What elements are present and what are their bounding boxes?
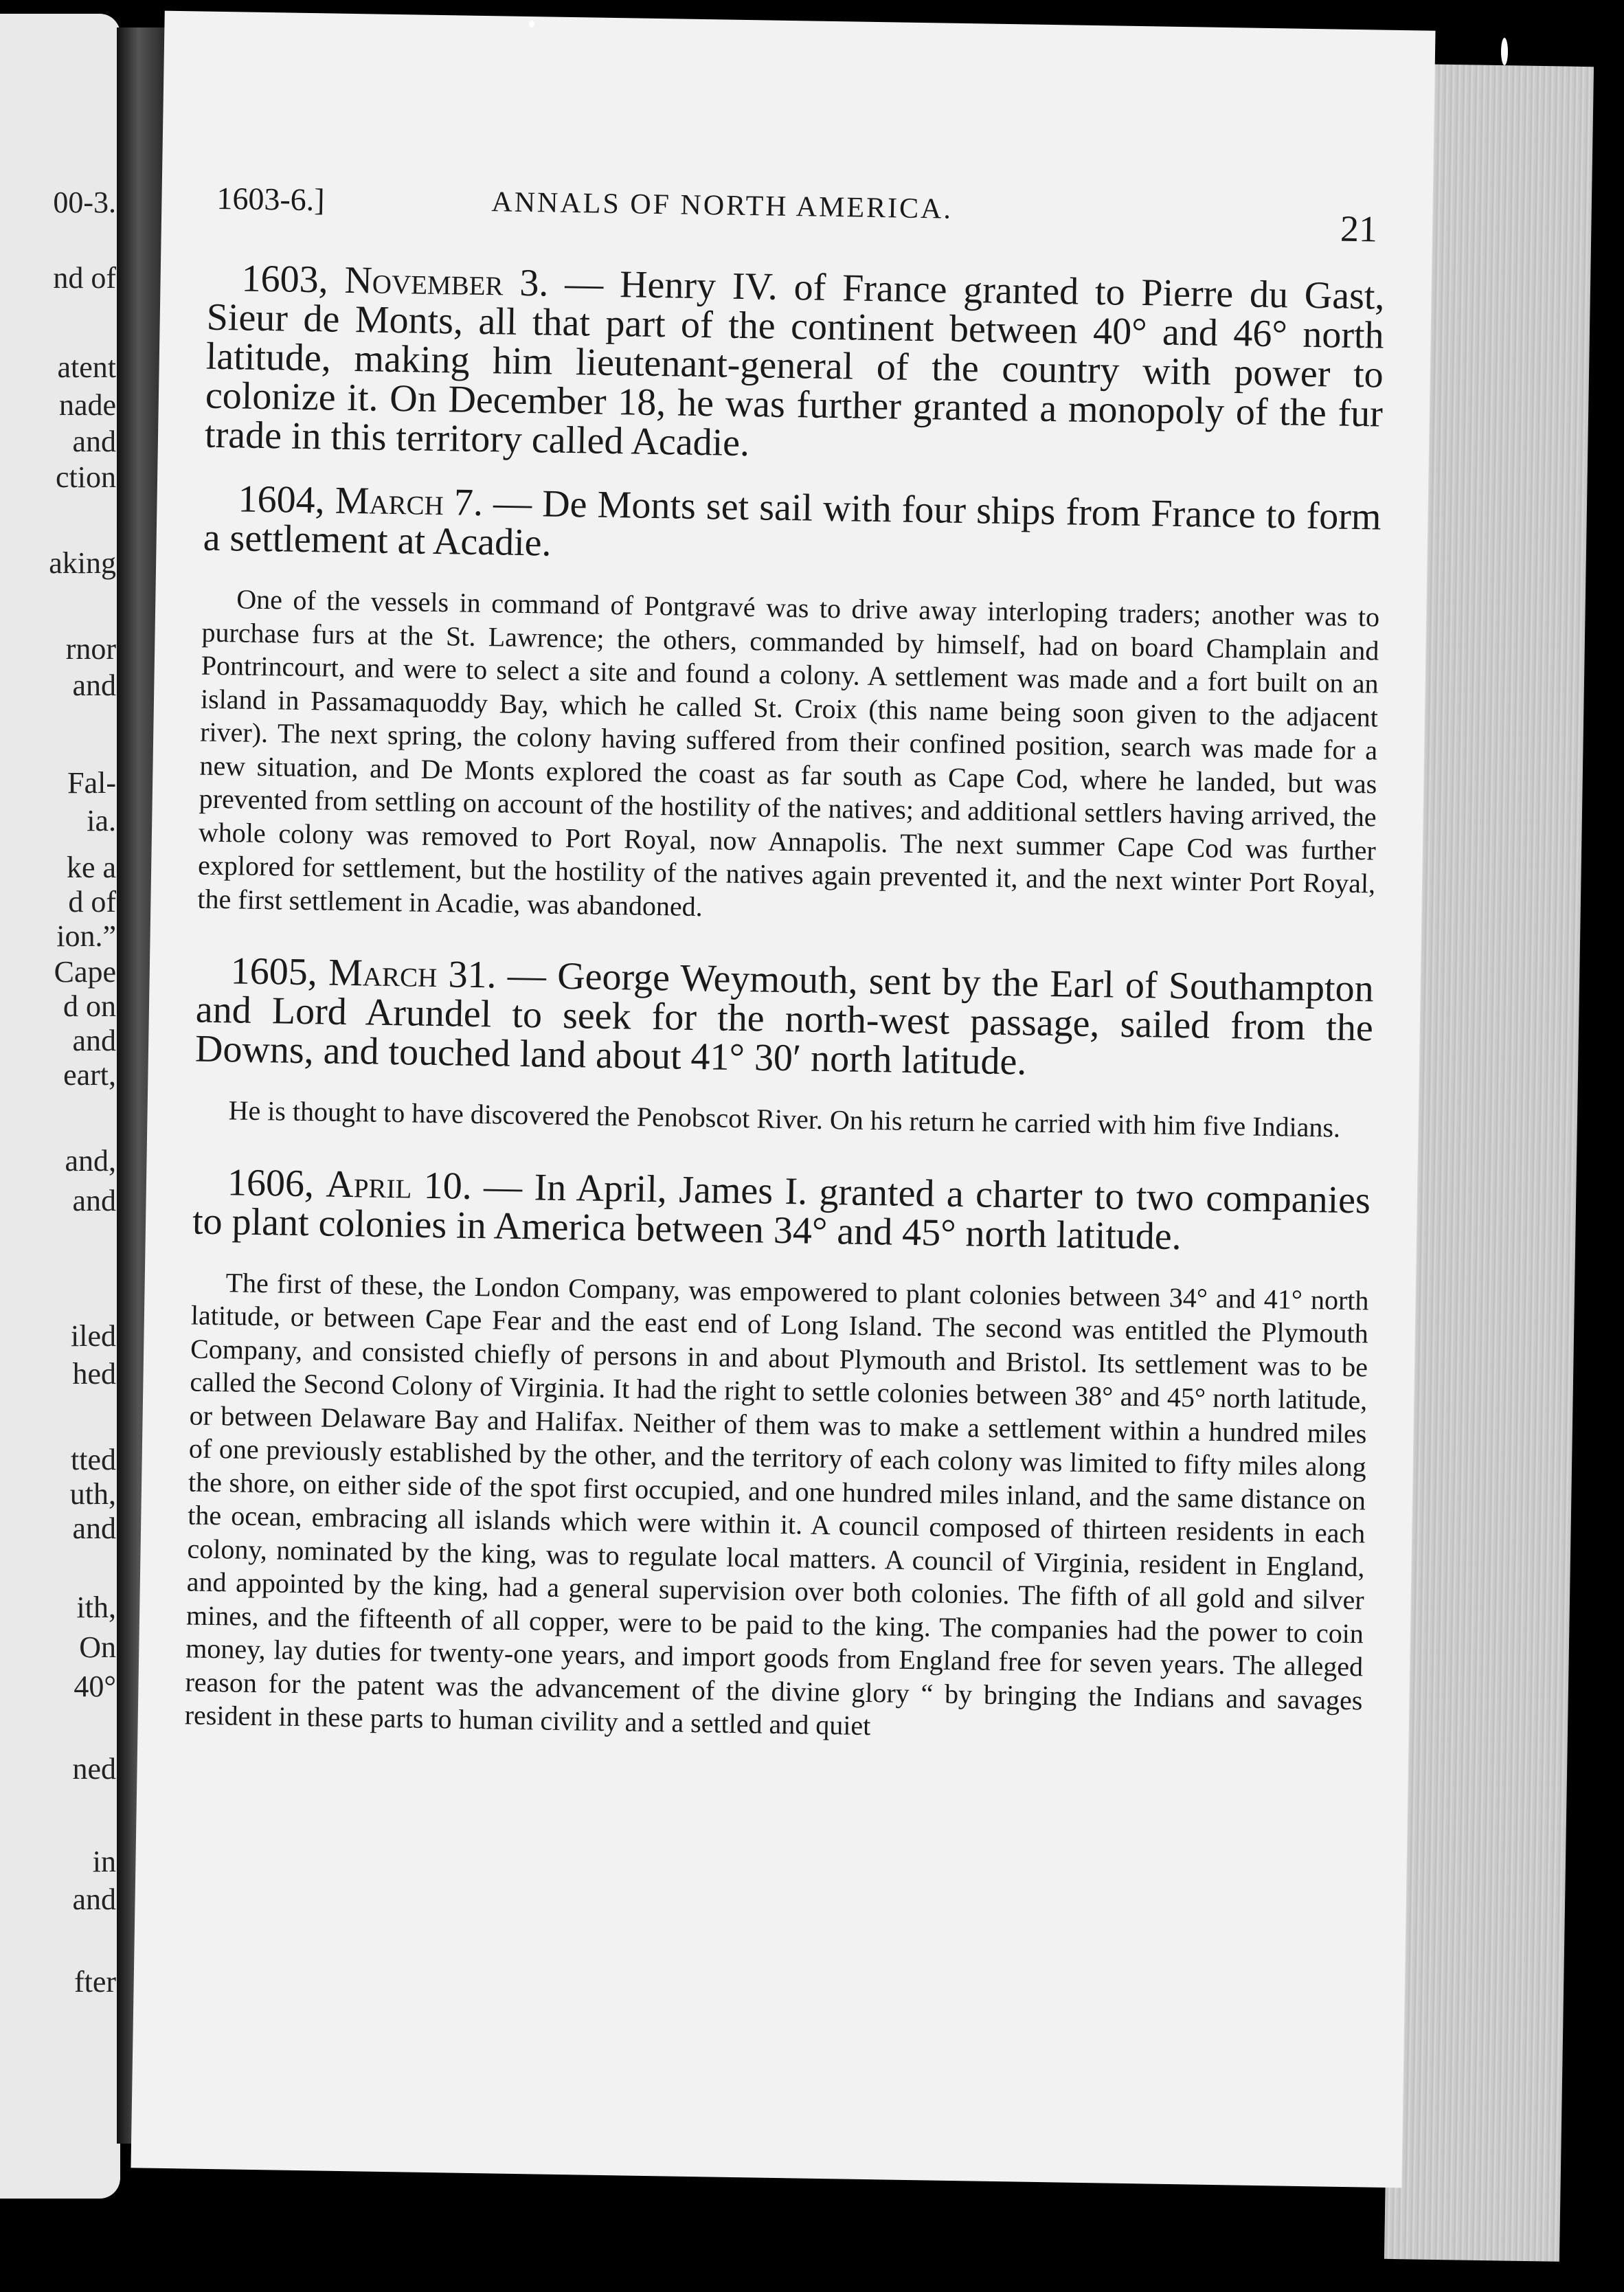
- annal-entry: [205, 259, 1385, 473]
- entry-month: November: [344, 258, 504, 304]
- entry-day: 3.: [503, 261, 549, 305]
- page-body: [184, 259, 1385, 1786]
- margin-fragment: ith,: [76, 1591, 116, 1624]
- entry-year: 1604,: [238, 477, 336, 522]
- book-page: [131, 11, 1435, 2188]
- margin-fragment: eart,: [63, 1058, 116, 1092]
- entry-day: 7.: [443, 481, 484, 525]
- annal-entry: [203, 477, 1381, 576]
- margin-fragment: and: [72, 1024, 116, 1057]
- annal-note: One of the vessels in command of Pontgravé was to drive away interloping traders; another was to purchase furs at the St. Lawrence; the others, commanded by himself, had on board Champlain and Pontrincourt, and were to select a site and found a colony. A settlement was made and a fort built on an island in Passamaquoddy Bay, which he called St. Croix (this name being soon given to the adjacent river). The next spring, the colony having suffered from their confined position, search was made for a new situation, and De Monts explored the coast as far south as Cape Cod, where he landed, but was prevented from settling on account of the hostility of the natives; and additional settlers having arrived, the whole colony was removed to Port Royal, now Annapolis. The next summer Cape Cod was further explored for settlement, but the hostility of the natives again prevented it, and the next winter Port Royal, the first settlement in Acadie, was abandoned.: [197, 583, 1380, 922]
- margin-fragment: d of: [68, 885, 116, 919]
- margin-fragment: Fal-: [67, 766, 116, 800]
- margin-fragment: ion.”: [56, 919, 116, 953]
- margin-fragment: tted: [71, 1443, 116, 1476]
- annal-entry: [192, 1162, 1371, 1259]
- margin-fragment: uth,: [69, 1477, 116, 1511]
- margin-fragment: ia.: [87, 804, 116, 838]
- entry-day: 10.: [411, 1164, 473, 1208]
- entry-year: 1605,: [230, 950, 329, 994]
- header-year-range: 1603-6.]: [216, 180, 326, 218]
- header-title: ANNALS OF NORTH AMERICA.: [491, 186, 954, 225]
- annal-entry: [195, 952, 1374, 1088]
- entry-year: 1606,: [227, 1160, 326, 1206]
- margin-fragment: and: [72, 1512, 116, 1545]
- margin-fragment: iled: [71, 1319, 116, 1353]
- running-header: [216, 180, 1378, 250]
- entry-year: 1603,: [241, 257, 345, 302]
- film-speck: [1501, 38, 1508, 65]
- entry-text: — Henry IV. of France granted to Pierre du Gast, Sieur de Monts, all that part of the continent between 40° and 46° north latitude, making him lieutenant-general of the country with power to colonize it. On December 18, he was further granted a monopoly of the fur trade in this territory called Acadie.: [204, 262, 1385, 465]
- margin-fragment: hed: [72, 1357, 116, 1391]
- page-number: 21: [1340, 207, 1378, 250]
- entry-text: — De Monts set sail with four ships from France to form a settlement at Acadie.: [203, 482, 1381, 565]
- entry-day: 31.: [436, 953, 497, 997]
- margin-fragment: 40°: [74, 1670, 116, 1703]
- margin-fragment: Cape: [54, 955, 116, 989]
- facing-page-edge: [0, 14, 120, 2199]
- entry-month: March: [328, 951, 438, 996]
- margin-fragment: 00-3.: [53, 186, 116, 219]
- margin-fragment: and: [72, 668, 116, 702]
- margin-fragment: On: [79, 1630, 116, 1664]
- margin-fragment: in: [92, 1845, 116, 1878]
- margin-fragment: rnor: [65, 632, 116, 666]
- margin-fragment: atent: [57, 350, 116, 384]
- margin-fragment: and: [72, 1883, 116, 1916]
- margin-fragment: ction: [56, 460, 116, 494]
- margin-fragment: nd of: [53, 261, 116, 295]
- margin-fragment: and,: [65, 1144, 116, 1178]
- margin-fragment: ke a: [66, 851, 116, 884]
- entry-month: March: [335, 479, 444, 524]
- margin-fragment: and: [72, 1184, 116, 1217]
- margin-fragment: d on: [63, 989, 116, 1023]
- annal-note: The first of these, the London Company, was empowered to plant colonies between 34° and 41° north latitude, or between Cape Fear and the east end of Long Island. The second was entitled the Plymouth Company, and consisted chiefly of persons in and about Plymouth and Bristol. Its settlement was to be called the Second Colony of Virginia. It had the right to settle colonies between 38° and 45° north latitude, or between Delaware Bay and Halifax. Neither of them was to make a settlement within a hundred miles of one previously established by the other, and the territory of each colony was limited to fifty miles along the shore, on either side of the spot first occupied, and one hundred miles inland, and the same distance on the ocean, embracing all islands which were within it. A council composed of thirteen residents in each colony, nominated by the king, was to regulate local matters. A council of Virginia, resident in England, and appointed by the king, had a general supervision over both colonies. The fifth of all gold and silver mines, and the fifteenth of all copper, were to be paid to the king. The companies had the power to coin money, lay duties for twenty-one years, and import goods from England free for seven years. The alleged reason for the patent was the advancement of the divine glory “ by bringing the Indians and savages resident in these parts to human civility and a settled and quiet: [184, 1266, 1369, 1742]
- entry-text: — George Weymouth, sent by the Earl of Southampton and Lord Arundel to seek for the north-west passage, sailed from the Downs, and touched land about 41° 30′ north latitude.: [194, 954, 1375, 1083]
- margin-fragment: ned: [72, 1752, 116, 1786]
- margin-fragment: aking: [49, 546, 116, 580]
- margin-fragment: fter: [74, 1965, 116, 1999]
- entry-month: April: [325, 1162, 412, 1207]
- film-speck: [529, 21, 534, 27]
- annal-note: He is thought to have discovered the Penobscot River. On his return he carried with him five Indians.: [228, 1094, 1341, 1143]
- margin-fragment: nade: [58, 388, 116, 422]
- entry-text: — In April, James I. granted a charter to two companies to plant colonies in America between 34° and 45° north latitude.: [192, 1165, 1371, 1258]
- margin-fragment: and: [72, 425, 116, 458]
